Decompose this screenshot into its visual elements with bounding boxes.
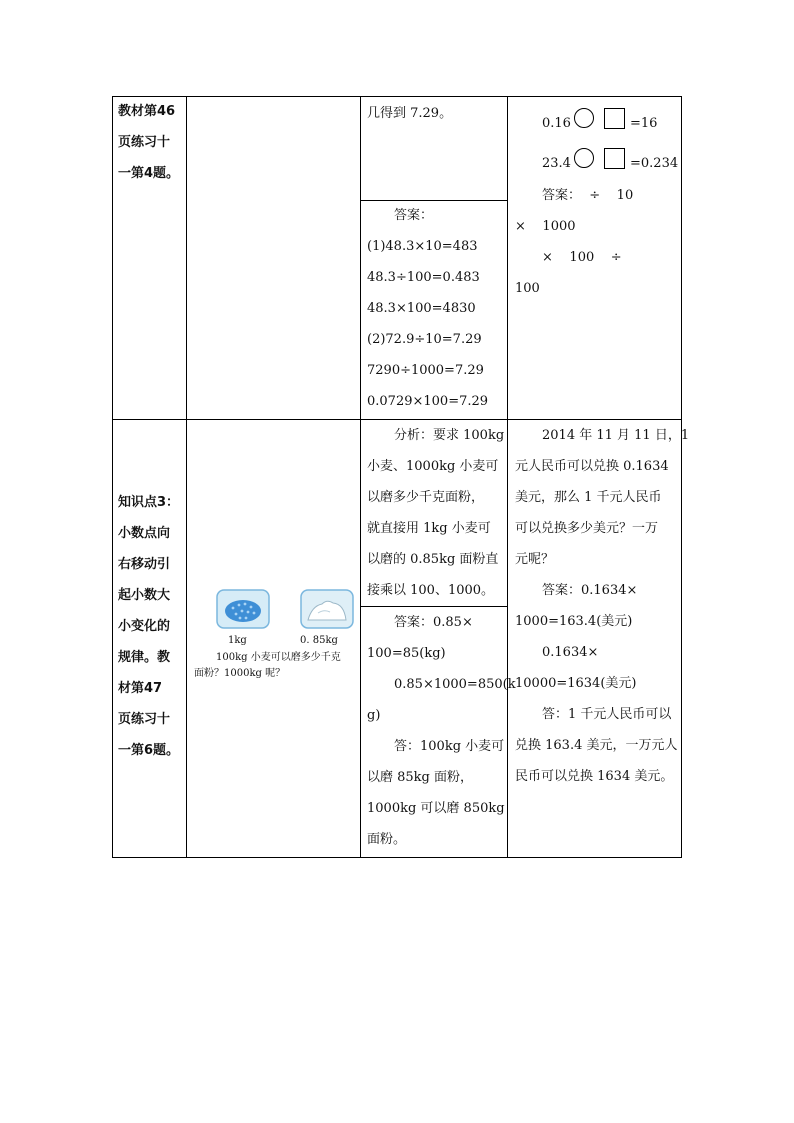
equation2-right: =0.234 <box>630 156 679 171</box>
row2-topic-line: 起小数大 <box>118 588 171 603</box>
column-divider-1 <box>186 96 187 858</box>
cell-divider-row1-col3 <box>360 200 507 201</box>
row2-answer-line: 面粉。 <box>367 832 407 847</box>
wheat-weight-label: 1kg <box>228 635 247 646</box>
row1-col4-answer-line: × 100 ÷ <box>542 250 622 265</box>
analysis-line: 以磨的 0.85kg 面粉直 <box>367 552 499 567</box>
blank-number-square <box>604 108 625 129</box>
row2-col4-line: 答案：0.1634× <box>542 583 638 598</box>
row2-topic-line: 知识点3： <box>118 495 180 510</box>
row2-topic-line: 页练习十 <box>118 712 171 727</box>
blank-number-square <box>604 148 625 169</box>
row2-answer-line: 以磨 85kg 面粉， <box>367 770 474 785</box>
blank-operator-circle <box>574 148 594 168</box>
row1-question-text: 几得到 7.29。 <box>367 106 453 121</box>
row2-col4-line: 兑换 163.4 美元，一万元人 <box>515 738 678 753</box>
row2-topic-line: 小变化的 <box>118 619 171 634</box>
row2-col4-line: 民币可以兑换 1634 美元。 <box>515 769 674 784</box>
table-border-right <box>681 96 682 858</box>
row1-answer-line: 7290÷1000=7.29 <box>367 363 484 378</box>
row2-answer-line: 0.85×1000=850(k <box>394 677 516 692</box>
row1-topic-line: 一第4题。 <box>118 166 180 181</box>
row1-col4-answer-line: 100 <box>515 281 540 296</box>
row2-col4-line: 元呢？ <box>515 552 555 567</box>
row1-answer-line: 0.0729×100=7.29 <box>367 394 489 409</box>
question-line: 面粉？1000kg 呢？ <box>194 668 286 679</box>
row2-topic-line: 右移动引 <box>118 557 171 572</box>
row1-col4-answer-line: × 1000 <box>515 219 576 234</box>
row2-answer-line: 1000kg 可以磨 850kg <box>367 801 505 816</box>
table-border-top <box>112 96 682 97</box>
row2-col4-line: 可以兑换多少美元？一万 <box>515 521 659 536</box>
row1-col4-answer-line: 答案： ÷ 10 <box>542 188 634 203</box>
analysis-line: 小麦、1000kg 小麦可 <box>367 459 499 474</box>
equation1-right: =16 <box>630 116 658 131</box>
row2-col4-line: 1000=163.4(美元) <box>515 614 633 629</box>
row2-col4-line: 元人民币可以兑换 0.1634 <box>515 459 669 474</box>
lesson-table <box>112 96 690 858</box>
row2-topic-line: 规律。教 <box>118 650 171 665</box>
wheat-pile-icon <box>216 589 270 629</box>
row1-answer-label: 答案： <box>394 208 434 223</box>
row1-topic-line: 页练习十 <box>118 135 171 150</box>
table-border-left <box>112 96 113 858</box>
row2-col4-line: 2014 年 11 月 11 日，1 <box>542 428 690 443</box>
row1-answer-line: 48.3÷100=0.483 <box>367 270 480 285</box>
row1-topic-line: 教材第46 <box>118 104 176 119</box>
row2-answer-line: g) <box>367 708 381 723</box>
analysis-line: 接乘以 100、1000。 <box>367 583 495 598</box>
row2-col4-line: 10000=1634(美元) <box>515 676 637 691</box>
flour-pile-icon <box>300 589 354 629</box>
analysis-line: 就直接用 1kg 小麦可 <box>367 521 491 536</box>
analysis-line: 分析：要求 100kg <box>394 428 505 443</box>
flour-weight-label: 0. 85kg <box>300 635 338 646</box>
row2-answer-line: 100=85(kg) <box>367 646 446 661</box>
column-divider-3 <box>507 96 508 858</box>
equation2-left: 23.4 <box>542 156 571 171</box>
analysis-line: 以磨多少千克面粉， <box>367 490 485 505</box>
column-divider-2 <box>360 96 361 858</box>
question-line: 100kg 小麦可以磨多少千克 <box>216 652 341 663</box>
row1-answer-line: 48.3×100=4830 <box>367 301 476 316</box>
row1-answer-line: (2)72.9÷10=7.29 <box>367 332 482 347</box>
equation1-left: 0.16 <box>542 116 571 131</box>
table-border-bottom <box>112 857 682 858</box>
row2-answer-line: 答：100kg 小麦可 <box>394 739 505 754</box>
row2-col4-line: 美元，那么 1 千元人民币 <box>515 490 662 505</box>
row2-topic-line: 一第6题。 <box>118 743 180 758</box>
row2-topic-line: 小数点向 <box>118 526 171 541</box>
row2-col4-line: 答：1 千元人民币可以 <box>542 707 672 722</box>
row2-answer-line: 答案：0.85× <box>394 615 473 630</box>
row1-answer-line: (1)48.3×10=483 <box>367 239 478 254</box>
row2-topic-line: 材第47 <box>118 681 163 696</box>
blank-operator-circle <box>574 108 594 128</box>
row2-col4-line: 0.1634× <box>542 645 599 660</box>
